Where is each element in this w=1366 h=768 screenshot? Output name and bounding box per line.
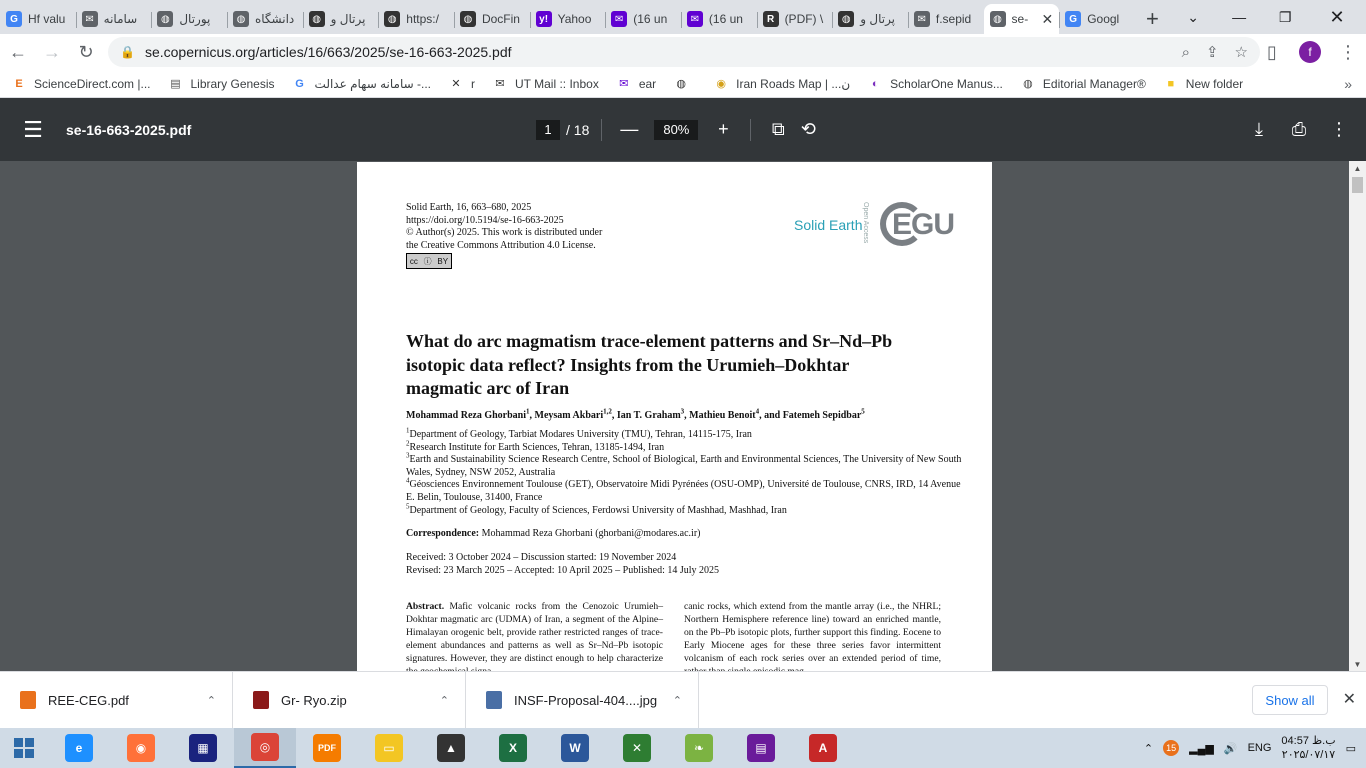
download-item[interactable] bbox=[466, 672, 699, 729]
bookmark-icon: ✉ bbox=[619, 78, 629, 90]
bookmark-label: ScholarOne Manus... bbox=[890, 76, 1003, 91]
more-options-icon[interactable]: ⋮ bbox=[1330, 119, 1348, 139]
close-icon[interactable]: ✕ bbox=[1342, 691, 1356, 708]
affiliation bbox=[406, 451, 966, 479]
author-name: Mathieu Benoit bbox=[689, 410, 756, 421]
taskbar bbox=[0, 728, 1366, 768]
affiliation-number: 5 bbox=[406, 502, 410, 511]
close-tab-icon[interactable]: ✕ bbox=[1041, 10, 1054, 27]
download-item[interactable] bbox=[233, 672, 466, 729]
taskbar-ie[interactable] bbox=[48, 728, 110, 768]
author-affil-ref: 5 bbox=[861, 407, 865, 416]
browser-tab[interactable] bbox=[605, 4, 681, 34]
browser-tab[interactable] bbox=[832, 4, 908, 34]
tab-title: پرتال و bbox=[860, 12, 896, 26]
file-icon bbox=[20, 691, 36, 709]
address-bar[interactable] bbox=[108, 37, 1260, 67]
scrollbar-thumb[interactable] bbox=[1352, 177, 1363, 193]
browser-tab[interactable] bbox=[757, 4, 833, 34]
bookmark-label: ear bbox=[638, 76, 657, 91]
side-panel-icon[interactable]: ▯ bbox=[1267, 41, 1277, 62]
tab-title: پورتال bbox=[179, 12, 211, 26]
affiliation bbox=[406, 502, 966, 518]
download-filename: INSF-Proposal-404....jpg bbox=[514, 692, 658, 708]
mail-icon: ✉ bbox=[914, 11, 930, 27]
bookmark-icon: ■ bbox=[1167, 77, 1175, 90]
journal-logo-text: Solid Earth bbox=[794, 217, 863, 233]
notifications-icon[interactable]: ▭ bbox=[1345, 742, 1356, 755]
affiliation bbox=[406, 426, 966, 442]
affiliation-text: Earth and Sustainability Science Research Centre, School of Biological, Earth and Environmental Sciences, The University of New South Wales, Sydney, NSW 2052, Australia bbox=[406, 454, 962, 478]
scroll-down-icon[interactable]: ▼ bbox=[1353, 659, 1362, 669]
translate-icon: G bbox=[1065, 11, 1081, 27]
browser-tab[interactable] bbox=[0, 4, 76, 34]
rotate-icon[interactable]: ⟲ bbox=[800, 119, 816, 139]
app-icon: ▦ bbox=[189, 734, 217, 762]
open-access-label: Open Access bbox=[862, 202, 869, 244]
back-icon[interactable]: ← bbox=[9, 41, 27, 62]
page-number-input[interactable]: 1 bbox=[536, 120, 560, 140]
chrome-icon: ◎ bbox=[251, 733, 279, 761]
gear-icon: ◍ bbox=[384, 11, 400, 27]
globe-icon: ◍ bbox=[233, 11, 249, 27]
author-name: Mohammad Reza Ghorbani bbox=[406, 410, 526, 421]
tab-title: پرتال و bbox=[330, 12, 366, 26]
browser-tab[interactable] bbox=[303, 4, 379, 34]
tab-title: سامانه bbox=[103, 12, 138, 26]
url-text[interactable]: se.copernicus.org/articles/16/663/2025/se-16-663-2025.pdf bbox=[144, 44, 512, 60]
taskbar-app[interactable] bbox=[172, 728, 234, 768]
winrar-icon: ▤ bbox=[747, 734, 775, 762]
pdf-icon: PDF bbox=[313, 734, 341, 762]
browser-tab[interactable] bbox=[1059, 4, 1135, 34]
scroll-up-icon[interactable]: ▲ bbox=[1353, 163, 1362, 173]
bookmark-label: سامانه سهام عدالت -... bbox=[314, 76, 432, 91]
tab-title: (16 un bbox=[708, 12, 743, 26]
bookmark-icon: ◍ bbox=[676, 78, 686, 90]
tab-title: (16 un bbox=[633, 12, 668, 26]
bookmark-icon: ▤ bbox=[170, 78, 181, 90]
affiliation bbox=[406, 479, 966, 504]
lock-icon[interactable]: 🔒 bbox=[120, 45, 135, 59]
affiliation-text: Géosciences Environnement Toulouse (GET), Observatoire Midi Pyrénées (OSU-OMP), Université de Toulouse, CNRS, IRD, 14 Avenue E. Belin, Toulouse, 31400, France bbox=[406, 479, 961, 503]
tab-title: f.sepid bbox=[935, 12, 972, 26]
tab-title: Yahoo bbox=[557, 12, 592, 26]
taskbar-word[interactable] bbox=[544, 728, 606, 768]
browser-tab[interactable] bbox=[908, 4, 984, 34]
show-all-button[interactable]: Show all bbox=[1252, 685, 1328, 715]
taskbar-volcano[interactable] bbox=[420, 728, 482, 768]
abstract-left-column: Abstract. Mafic volcanic rocks from the Cenozoic Urumieh–Dokhtar magmatic arc (UDMA) of Iran, a segment of the Alpine–Himalayan orogenic belt, provide rather restricted ranges of trace-element abundances and patterns as well as Sr–Nd–Pb isotopic signatures. However, they are distinct enough to help characterize bbox=[406, 601, 664, 664]
clock[interactable]: 04:57 ب.ظ ۲۰۲۵/۰۷/۱۷ bbox=[1281, 735, 1336, 761]
browser-tab[interactable] bbox=[681, 4, 757, 34]
download-shelf bbox=[0, 671, 1366, 728]
taskbar-tools[interactable] bbox=[606, 728, 668, 768]
browser-tab[interactable] bbox=[227, 4, 303, 34]
meta-line: Solid Earth, 16, 663–680, 2025 bbox=[406, 202, 532, 213]
bookmarks-bar bbox=[0, 70, 1366, 98]
bookmark-label: Iran Roads Map | ...ن bbox=[736, 76, 851, 91]
download-filename: REE-CEG.pdf bbox=[48, 692, 129, 708]
taskbar-leaf[interactable] bbox=[668, 728, 730, 768]
window-controls bbox=[1170, 0, 1366, 34]
new-tab-icon[interactable]: + bbox=[1146, 6, 1159, 31]
file-icon bbox=[486, 691, 502, 709]
search-icon[interactable]: ⌕ bbox=[1181, 43, 1190, 61]
meta-line: https://doi.org/10.5194/se-16-663-2025 bbox=[406, 214, 564, 226]
author-list: Mohammad Reza Ghorbani$^1$, Meysam Akbari$^{1,2}$, Ian T. Graham$^3$, Mathieu Benoit$^4$, and Fatemeh Sepidbar$^5$ bbox=[406, 407, 865, 421]
bookmark-icon: ◍ bbox=[1023, 78, 1033, 90]
tab-title: دانشگاه bbox=[254, 12, 295, 26]
mail-icon: ✉ bbox=[82, 11, 98, 27]
affiliation bbox=[406, 439, 966, 455]
bookmark-item[interactable] bbox=[1164, 77, 1243, 91]
bookmark-item[interactable] bbox=[1021, 77, 1146, 91]
browser-tab[interactable] bbox=[378, 4, 454, 34]
tools-icon: ✕ bbox=[623, 734, 651, 762]
egu-logo: EGU bbox=[880, 202, 942, 248]
bookmark-item[interactable] bbox=[293, 77, 431, 91]
publication-dates bbox=[406, 551, 719, 577]
browser-tab[interactable] bbox=[76, 4, 152, 34]
page-total: / 18 bbox=[566, 121, 590, 138]
meta-line: the Creative Commons Attribution 4.0 License. bbox=[406, 239, 596, 251]
download-item[interactable] bbox=[0, 672, 233, 729]
share-icon[interactable]: ⇪ bbox=[1205, 44, 1219, 61]
tab-title: se- bbox=[1011, 12, 1029, 26]
scrollbar[interactable] bbox=[1349, 161, 1366, 671]
bookmark-icon: ◉ bbox=[716, 78, 726, 90]
divider bbox=[750, 119, 751, 141]
fit-page-icon[interactable]: ⧉ bbox=[771, 119, 785, 139]
bookmark-star-icon[interactable]: ☆ bbox=[1234, 44, 1248, 61]
bookmark-item[interactable] bbox=[714, 77, 850, 91]
tab-title: Hf valu bbox=[28, 12, 66, 26]
affiliation-number: 4 bbox=[406, 477, 410, 486]
globe-icon: ◍ bbox=[990, 11, 1006, 27]
menu-kebab-icon[interactable]: ⋮ bbox=[1339, 41, 1357, 62]
gear-icon: ◍ bbox=[309, 11, 325, 27]
window-close-icon[interactable]: ✕ bbox=[1329, 6, 1345, 27]
yahoo-icon: y! bbox=[536, 11, 552, 27]
browser-tab[interactable] bbox=[984, 4, 1060, 34]
pdf-viewer[interactable] bbox=[0, 161, 1366, 671]
volume-icon[interactable]: 🔊 bbox=[1223, 742, 1238, 755]
affiliations bbox=[406, 426, 966, 517]
profile-button[interactable] bbox=[1292, 36, 1328, 68]
chevron-up-icon[interactable]: ⌃ bbox=[672, 694, 682, 707]
bookmark-icon: G bbox=[295, 77, 304, 90]
bookmark-item[interactable] bbox=[168, 77, 274, 91]
leaf-icon: ❧ bbox=[685, 734, 713, 762]
browser-tab[interactable] bbox=[454, 4, 530, 34]
browser-toolbar bbox=[0, 34, 1366, 70]
bookmarks-overflow-icon[interactable]: » bbox=[1344, 75, 1352, 92]
bookmark-item[interactable] bbox=[493, 77, 599, 91]
tab-title: (PDF) \ bbox=[784, 12, 824, 26]
word-icon: W bbox=[561, 734, 589, 762]
reload-icon[interactable]: ↻ bbox=[78, 41, 94, 62]
tab-title: Googl bbox=[1087, 12, 1120, 26]
bookmark-item[interactable] bbox=[674, 77, 696, 91]
taskbar-acrobat[interactable] bbox=[792, 728, 854, 768]
paper-title: What do arc magmatism trace-element patterns and Sr–Nd–Pb isotopic data reflect? Insights from the Urumieh–Dokhtar magmatic arc of Iran bbox=[406, 331, 893, 398]
bookmark-icon: ◐ bbox=[871, 77, 879, 90]
affiliation-number: 1 bbox=[406, 426, 410, 435]
tray-chevron-icon[interactable]: ⌃ bbox=[1143, 742, 1154, 755]
bookmark-label: Library Genesis bbox=[190, 76, 275, 91]
system-tray bbox=[1144, 734, 1366, 762]
bookmark-label: ScienceDirect.com |... bbox=[34, 76, 151, 91]
windows-icon bbox=[14, 738, 34, 758]
excel-icon: X bbox=[499, 734, 527, 762]
mail-icon: ✉ bbox=[687, 11, 703, 27]
divider bbox=[601, 119, 602, 141]
google-icon: G bbox=[6, 11, 22, 27]
gear-icon: ◍ bbox=[838, 11, 854, 27]
language-indicator[interactable]: ENG bbox=[1247, 742, 1272, 754]
abstract-right-column: canic rocks, which extend from the mantle array (i.e., the NHRL; Northern Hemisphere reference line) toward an enriched mantle, on the Pb–Pb isotopic plots, further support this finding. Eocene to Early Miocene ages for these three series favor intermittent volcanism of each rock series over an extended period of time, bbox=[684, 601, 941, 664]
author-affil-ref: 4 bbox=[755, 407, 760, 416]
ie-icon: e bbox=[65, 734, 93, 762]
taskbar-chrome[interactable] bbox=[234, 728, 296, 768]
affiliation-text: Department of Geology, Faculty of Sciences, Ferdowsi University of Mashhad, Mashhad, Iran bbox=[409, 504, 787, 516]
taskbar-excel[interactable] bbox=[482, 728, 544, 768]
mail-icon: ✉ bbox=[611, 11, 627, 27]
chevron-up-icon[interactable]: ⌃ bbox=[206, 694, 216, 707]
globe-icon: ◍ bbox=[157, 11, 173, 27]
start-button[interactable] bbox=[0, 728, 48, 768]
meta-line: © Author(s) 2025. This work is distributed under bbox=[406, 227, 603, 238]
affiliation-text: Department of Geology, Tarbiat Modares University (TMU), Tehran, 14115-175, Iran bbox=[409, 429, 752, 440]
print-icon[interactable]: ⎙ bbox=[1291, 119, 1307, 139]
article-meta bbox=[406, 202, 602, 252]
tab-title: https:/ bbox=[406, 12, 439, 26]
zoom-out-icon[interactable]: — bbox=[620, 119, 639, 139]
bookmark-label: UT Mail :: Inbox bbox=[515, 76, 599, 91]
author-name: Ian T. Graham bbox=[616, 410, 681, 421]
volcano-icon: ▲ bbox=[437, 734, 465, 762]
bookmark-label: New folder bbox=[1185, 76, 1244, 91]
affiliation-number: 2 bbox=[406, 439, 410, 448]
author-name: Fatemeh Sepidbar bbox=[782, 410, 862, 421]
zoom-input[interactable]: 80% bbox=[654, 120, 698, 140]
taskbar-explorer[interactable] bbox=[358, 728, 420, 768]
date-line: Revised: 23 March 2025 – Accepted: 10 April 2025 – Published: 14 July 2025 bbox=[406, 565, 720, 576]
gear-icon: ◍ bbox=[460, 11, 476, 27]
bookmark-item[interactable] bbox=[12, 77, 150, 91]
tab-title: DocFin bbox=[481, 12, 520, 26]
network-icon[interactable]: ▂▄▆ bbox=[1189, 742, 1214, 755]
taskbar-pdf[interactable] bbox=[296, 728, 358, 768]
pdf-toolbar bbox=[0, 98, 1366, 161]
cc-by-badge: cc ⓘ BY bbox=[406, 253, 452, 269]
author-name: Meysam Akbari bbox=[534, 410, 604, 421]
acrobat-icon: A bbox=[809, 734, 837, 762]
bookmark-icon: ✉ bbox=[495, 78, 505, 90]
bookmark-label: r bbox=[471, 76, 476, 91]
forward-icon[interactable]: → bbox=[43, 41, 61, 62]
author-affil-ref: 1 bbox=[526, 407, 530, 416]
affiliation-text: Research Institute for Earth Sciences, Tehran, 13185-1494, Iran bbox=[409, 441, 665, 453]
tab-strip bbox=[0, 0, 1366, 34]
bookmark-item[interactable] bbox=[449, 77, 475, 91]
taskbar-firefox[interactable] bbox=[110, 728, 172, 768]
taskbar-winrar[interactable] bbox=[730, 728, 792, 768]
browser-tab[interactable] bbox=[151, 4, 227, 34]
chevron-up-icon[interactable]: ⌃ bbox=[439, 694, 449, 707]
pdf-page bbox=[357, 162, 992, 682]
zoom-in-icon[interactable]: + bbox=[718, 119, 729, 139]
author-affil-ref: 1,2 bbox=[603, 407, 612, 416]
researchgate-icon: R bbox=[763, 11, 779, 27]
date-line: Received: 3 October 2024 – Discussion started: 19 November 2024 bbox=[406, 552, 677, 563]
download-filename: Gr- Ryo.zip bbox=[281, 692, 347, 708]
bookmark-item[interactable] bbox=[868, 77, 1003, 91]
file-icon bbox=[253, 691, 269, 709]
browser-tab[interactable] bbox=[530, 4, 606, 34]
firefox-icon: ◉ bbox=[127, 734, 155, 762]
bookmark-label: Editorial Manager® bbox=[1042, 76, 1146, 91]
pdf-filename: se-16-663-2025.pdf bbox=[66, 121, 192, 138]
restore-icon[interactable]: ❐ bbox=[1278, 8, 1292, 25]
bookmark-icon: ✕ bbox=[451, 78, 461, 90]
author-affil-ref: 3 bbox=[680, 407, 685, 416]
avatar[interactable]: f bbox=[1299, 41, 1321, 63]
tab-search-icon[interactable]: ⌄ bbox=[1187, 8, 1199, 25]
hamburger-menu-icon[interactable]: ☰ bbox=[23, 116, 43, 142]
bookmark-icon: E bbox=[15, 77, 23, 90]
bookmark-item[interactable] bbox=[617, 77, 656, 91]
download-icon[interactable]: ⤓ bbox=[1255, 119, 1263, 139]
explorer-icon: ▭ bbox=[375, 734, 403, 762]
notification-badge[interactable]: 15 bbox=[1163, 740, 1179, 756]
affiliation-number: 3 bbox=[406, 451, 410, 460]
minimize-icon[interactable]: — bbox=[1232, 9, 1247, 25]
correspondence: Correspondence: Mohammad Reza Ghorbani (ghorbani@modares.ac.ir) bbox=[406, 528, 701, 539]
